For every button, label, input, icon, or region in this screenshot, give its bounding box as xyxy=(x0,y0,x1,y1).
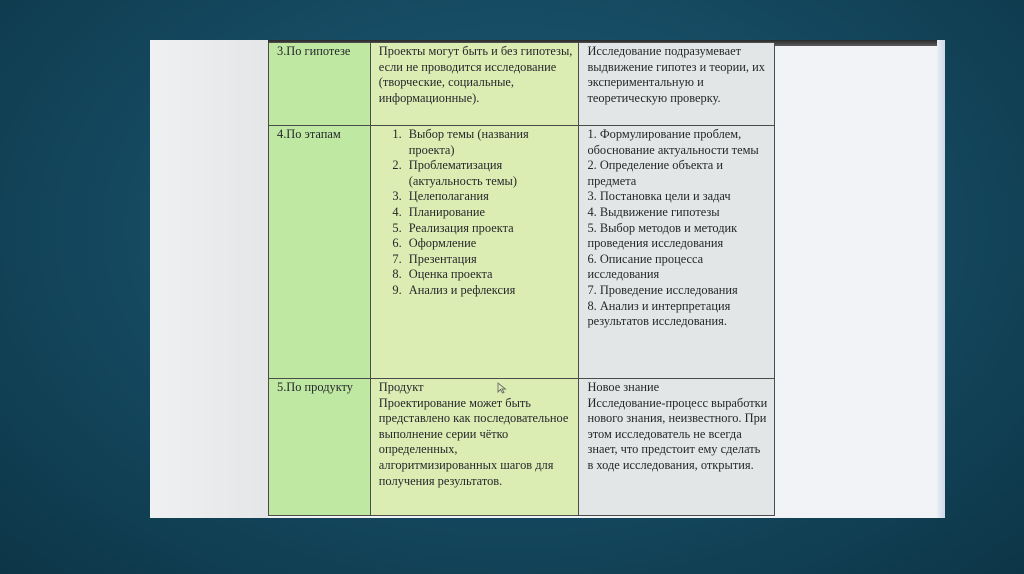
list-item: 4. Планирование xyxy=(405,205,573,221)
research-cell xyxy=(579,379,775,516)
table-row-stages xyxy=(269,126,775,379)
criterion-cell: 4.По этапам xyxy=(269,126,371,379)
list-item: 2. Проблематизация (актуальность темы) xyxy=(405,158,573,189)
mouse-cursor-icon xyxy=(497,382,507,394)
project-cell: Проекты могут быть и без гипотезы, если не проводится исследование (творческие, социальные, информационные). xyxy=(370,43,579,126)
research-cell xyxy=(579,126,775,379)
slide-photo xyxy=(150,40,945,518)
list-item: 8. Анализ и интерпретация результатов исследования. xyxy=(587,298,731,329)
cell-text: Исследование-процесс выработки нового знания, неизвестного. При этом исследователь не всегда знает, что предстоит ему сделать в ходе исследования, открытия. xyxy=(587,395,768,472)
list-item: 7. Презентация xyxy=(405,252,573,268)
list-item: 4. Выдвижение гипотезы xyxy=(587,204,720,219)
table-row-product xyxy=(269,379,775,516)
list-item: 1. Формулирование проблем, обоснование актуальности темы xyxy=(587,127,759,157)
comparison-table xyxy=(268,42,775,516)
list-item: 8. Оценка проекта xyxy=(405,267,573,283)
research-cell: Исследование подразумевает выдвижение гипотез и теории, их экспериментальную и теоретическую проверку. xyxy=(579,43,775,126)
list-item: 3. Постановка цели и задач xyxy=(587,189,731,204)
list-item: 6. Оформление xyxy=(405,236,573,252)
cell-heading: Новое знание xyxy=(587,380,660,394)
project-cell xyxy=(370,379,579,516)
cell-text: Проектирование может быть представлено как последовательное выполнение серии чётко определенных, алгоритмизированных шагов для получения результатов. xyxy=(378,395,569,488)
list-item: 6. Описание процесса исследования xyxy=(587,251,704,282)
criterion-cell: 3.По гипотезе xyxy=(269,43,371,126)
list-item: 9. Анализ и рефлексия xyxy=(405,283,573,299)
project-stages-list xyxy=(379,127,573,299)
list-item: 7. Проведение исследования xyxy=(587,282,738,297)
list-item: 5. Выбор методов и методик проведения исследования xyxy=(587,220,738,251)
list-item: 3. Целеполагания xyxy=(405,189,573,205)
criterion-cell: 5.По продукту xyxy=(269,379,371,516)
page-left-margin xyxy=(150,40,268,518)
project-cell xyxy=(370,126,579,379)
table-row-hypothesis xyxy=(269,43,775,126)
list-item: 2. Определение объекта и предмета xyxy=(587,158,724,188)
slide-right-edge xyxy=(937,40,945,518)
list-item: 1. Выбор темы (названия проекта) xyxy=(405,127,573,158)
cell-heading: Продукт xyxy=(378,380,424,394)
list-item: 5. Реализация проекта xyxy=(405,221,573,237)
